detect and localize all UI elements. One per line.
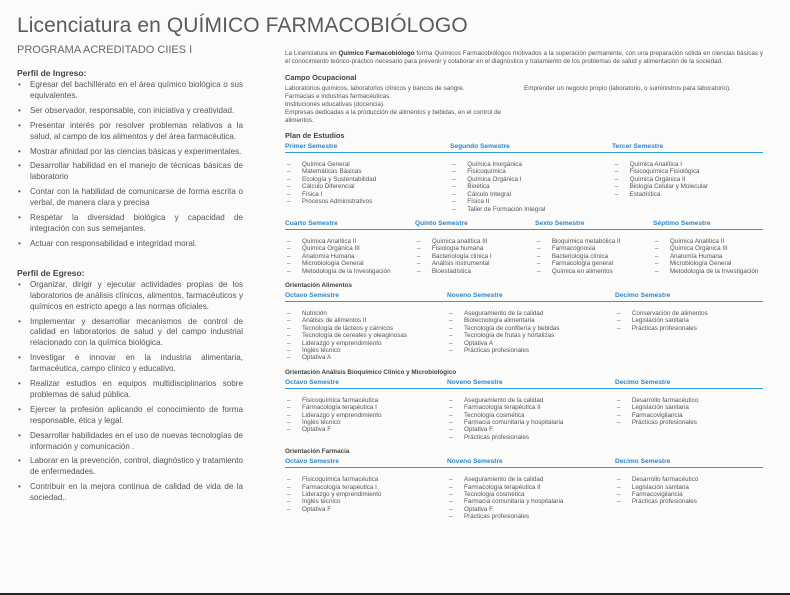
subject-item: – Análisis de alimentos II [287, 317, 447, 324]
subject-item: – Tecnología cosmética [449, 412, 615, 419]
subject-item: – Química Orgánica III [655, 245, 763, 252]
list-item: • Realizar estudios en equipos multidisciplinarios sobre problemas de salud pública. [17, 379, 243, 401]
orientation-title: Orientación Farmacia [285, 448, 350, 456]
subject-item: – Procesos Administrativos [287, 198, 450, 205]
subject-item: – Inglés técnico [287, 419, 447, 426]
subject-item: – Química Orgánica III [287, 245, 415, 252]
campo-line: Empresas dedicadas a la producción de alimentos y bebidas, en el control de alimentos. [285, 108, 501, 124]
semester-list [613, 161, 763, 213]
semester-list [447, 397, 615, 441]
subject-item: – Química Orgánica I [452, 176, 612, 183]
campo-right: Emprender un negocio propio (laboratorio, o suministros para laboratorio). [524, 84, 731, 92]
subject-item: – Optativa F [287, 506, 447, 513]
campo-left [285, 85, 524, 125]
semester-columns [285, 238, 763, 275]
subject-item: – Optativa F [287, 426, 447, 433]
subject-item: – Matemáticas Básicas [287, 168, 450, 175]
list-item: • Investigar e innovar en la industria alimentaria, farmacéutica, campo clínico y educativo. [17, 353, 243, 375]
semester-list [285, 161, 450, 213]
page-subtitle: PROGRAMA ACREDITADO CIIES I [17, 44, 193, 56]
intro-bold: Químico Farmacobiólogo [338, 50, 415, 57]
subject-item: – Química Orgánica II [615, 176, 763, 183]
plan-de-estudios [285, 143, 763, 521]
ingreso-list [17, 80, 243, 250]
semester-list [653, 238, 763, 275]
subject-item: – Tecnología de cereales y oleaginosas [287, 332, 447, 339]
subject-item: – Tecnología de frutas y hortalizas [449, 332, 615, 339]
semester-title: Primer Semestre [285, 143, 338, 151]
subject-item: – Bioestadística [417, 268, 535, 275]
subject-item: – Anatomía Humana [655, 253, 763, 260]
subject-item: – Farmacognosia [537, 245, 653, 252]
semester-columns [285, 161, 763, 213]
subject-item: – Prácticas profesionales [617, 419, 763, 426]
subject-item: – Optativa A [449, 340, 615, 347]
subject-item: – Tecnología cosmética [449, 491, 615, 498]
semester-title: Noveno Semestre [447, 291, 503, 299]
subject-item: – Inglés técnico [287, 347, 447, 354]
semester-list [447, 476, 615, 520]
subject-item: – Farmacia comunitaria y hospitalaria [449, 419, 615, 426]
semester-header-row [285, 220, 763, 230]
list-item: • Organizar, dirigir y ejecutar actividades propias de los laboratorios de análisis clínicos, alimentos, farmacéuticos y químicos en estricto apego a las normas oficiales. [17, 280, 243, 313]
subject-item: – Farmacia comunitaria y hospitalaria [449, 498, 615, 505]
campo-block [285, 85, 763, 125]
list-item: • Mostrar afinidad por las ciencias básicas y experimentales. [17, 147, 243, 158]
subject-item: – Análisis instrumental [417, 260, 535, 267]
semester-title: Sexto Semestre [535, 219, 585, 227]
list-item: • Actuar con responsabilidad e integridad moral. [17, 239, 243, 250]
list-item: • Desarrollar habilidades en el uso de nuevas tecnologías de información y comunicación . [17, 431, 243, 453]
semester-list [285, 238, 415, 275]
intro-pre: La Licenciatura en [285, 50, 339, 57]
semester-list [285, 310, 447, 362]
subject-item: – Metodología de la Investigación [287, 268, 415, 275]
list-item: • Desarrollar habilidad en el manejo de técnicas básicas de laboratorio [17, 161, 243, 183]
subject-item: – Aseguramiento de la calidad [449, 476, 615, 483]
list-item: • Egresar del bachillerato en el área químico biológica o sus equivalentes. [17, 80, 243, 102]
subject-item: – Química en alimentos [537, 268, 653, 275]
subject-item: – Física I [287, 191, 450, 198]
subject-item: – Prácticas profesionales [449, 513, 615, 520]
right-column [285, 50, 763, 521]
subject-item: – Prácticas profesionales [449, 347, 615, 354]
subject-item: – Aseguramiento de la calidad [449, 397, 615, 404]
semester-title: Octavo Semestre [285, 291, 339, 299]
subject-item: – Prácticas profesionales [617, 498, 763, 505]
semester-header-row [285, 458, 763, 468]
subject-item: – Farmacología terapéutica II [449, 484, 615, 491]
list-item: • Presentar interés por resolver problemas relativos a la salud, al campo de los alimentos y del área farmacéutica. [17, 121, 243, 143]
row-spacer [285, 213, 763, 217]
semester-header-row [285, 143, 763, 153]
subject-item: – Liderazgo y emprendimiento [287, 491, 447, 498]
subject-item: – Aseguramiento de la calidad [449, 310, 615, 317]
subject-item: – Prácticas profesionales [449, 434, 615, 441]
subject-item: – Tecnología de confitería y bebidas [449, 325, 615, 332]
subject-item: – Inglés técnico [287, 498, 447, 505]
list-item: • Respetar la diversidad biológica y capacidad de integración con sus semejantes. [17, 213, 243, 235]
semester-title: Cuarto Semestre [285, 219, 338, 227]
subject-item: – Fisicoquímica [452, 168, 612, 175]
campo-line: Laboratorios químicos, laboratorios clínicos y bancos de sangre. [285, 84, 465, 92]
semester-list [285, 476, 447, 520]
subject-item: – Química analítica III [417, 238, 535, 245]
subject-item: – Farmacología general [537, 260, 653, 267]
subject-item: – Farmacovigilancia [617, 412, 763, 419]
egreso-list [17, 280, 243, 504]
list-item: • Contar con la habilidad de comunicarse de forma escrita o verbal, de manera clara y precisa [17, 187, 243, 209]
list-item: • Laborar en la prevención, control, diagnóstico y tratamiento de enfermedades. [17, 456, 243, 478]
subject-item: – Ecología y Sustentabilidad [287, 176, 450, 183]
semester-list [615, 310, 763, 362]
subject-item: – Cálculo Integral [452, 191, 612, 198]
semester-list [450, 161, 612, 213]
semester-title: Segundo Semestre [450, 143, 510, 151]
subject-item: – Fisicoquímica Fisiológica [615, 168, 763, 175]
subject-item: – Microbiología General [287, 260, 415, 267]
subject-item: – Optativa A [287, 354, 447, 361]
egreso-heading: Perfil de Egreso: [17, 267, 85, 278]
campo-line: Farmacias e industrias farmacéuticas. [285, 92, 392, 100]
subject-item: – Desarrollo farmacéutico [617, 476, 763, 483]
subject-item: – Liderazgo y emprendimiento [287, 340, 447, 347]
semester-list [285, 397, 447, 441]
left-column [17, 68, 243, 508]
semester-list [615, 397, 763, 441]
subject-item: – Química Analítica II [655, 238, 763, 245]
campo-heading: Campo Ocupacional [285, 72, 357, 82]
page-title: Licenciatura en QUÍMICO FARMACOBIÓLOGO [17, 14, 468, 37]
semester-list [615, 476, 763, 520]
subject-item: – Legislación sanitaria [617, 484, 763, 491]
subject-item: – Biotecnología alimentaria [449, 317, 615, 324]
subject-item: – Conservación de alimentos [617, 310, 763, 317]
subject-item: – Optativa F [449, 506, 615, 513]
subject-item: – Estadística [615, 191, 763, 198]
subject-item: – Fisiología humana [417, 245, 535, 252]
subject-item: – Liderazgo y emprendimiento [287, 412, 447, 419]
subject-item: – Bacteriología clínica [537, 253, 653, 260]
subject-item: – Farmacología terapéutica I [287, 404, 447, 411]
semester-title: Tercer Semestre [612, 143, 664, 151]
subject-item: – Farmacovigilancia [617, 491, 763, 498]
subject-item: – Optativa F [449, 426, 615, 433]
semester-list [447, 310, 615, 362]
subject-item: – Legislación sanitaria [617, 317, 763, 324]
subject-item: – Desarrollo farmacéutico [617, 397, 763, 404]
semester-title: Octavo Semestre [285, 378, 339, 386]
subject-item: – Química Analítica I [615, 161, 763, 168]
list-item: • Implementar y desarrollar mecanismos de control de calidad en laboratorios de salud y del campo industrial relacionado con la química biológica. [17, 317, 243, 350]
subject-item: – Fisicoquímica farmacéutica [287, 397, 447, 404]
subject-item: – Física II [452, 198, 612, 205]
subject-item: – Nutrición [287, 310, 447, 317]
semester-columns [285, 397, 763, 441]
semester-header-row [285, 292, 763, 302]
semester-title: Decimo Semestre [615, 378, 671, 386]
subject-item: – Microbiología General [655, 260, 763, 267]
semester-title: Noveno Semestre [447, 458, 503, 466]
list-item: • Ejercer la profesión aplicando el conocimiento de forma responsable, ética y legal. [17, 405, 243, 427]
subject-item: – Química General [287, 161, 450, 168]
orientation-title: Orientación Alimentos [285, 281, 352, 289]
campo-line: Instituciones educativas (docencia). [285, 100, 385, 108]
semester-columns [285, 310, 763, 362]
intro-post: forma Químicos Farmacobiólogos motivados a la superación permanente, con una preparación sólida en ciencias básicas y el conocimiento teórico-práctico necesario para prevenir y colaborar en el diagnóstico y tratamiento de los problemas de salud y alimentación de la sociedad. [285, 50, 763, 66]
subject-item: – Taller de Formación Integral [452, 206, 612, 213]
semester-title: Decimo Semestre [615, 458, 671, 466]
subject-item: – Anatomía Humana [287, 253, 415, 260]
subject-item: – Química Analítica II [287, 238, 415, 245]
subject-item: – Fisicoquímica farmacéutica [287, 476, 447, 483]
subject-item: – Farmacología terapéutica II [449, 404, 615, 411]
subject-item: – Bioquímica metabólica II [537, 238, 653, 245]
subject-item: – Bacteriología clínica I [417, 253, 535, 260]
semester-title: Decimo Semestre [615, 291, 671, 299]
subject-item: – Metodología de la Investigación [655, 268, 763, 275]
orientation-title: Orientación Análisis Bioquímico Clínico y Microbiológico [285, 368, 457, 376]
list-item: • Contribuir en la mejora continua de calidad de vida de la sociedad.. [17, 482, 243, 504]
subject-item: – Cálculo Diferencial [287, 183, 450, 190]
subject-item: – Bioética [452, 183, 612, 190]
subject-item: – Biología Celular y Molecular [615, 183, 763, 190]
semester-list [535, 238, 653, 275]
intro-paragraph [285, 50, 763, 67]
semester-columns [285, 476, 763, 520]
semester-title: Quinto Semestre [415, 219, 468, 227]
semester-title: Noveno Semestre [447, 378, 503, 386]
subject-item: – Tecnología de lácteos y cárnicos [287, 325, 447, 332]
subject-item: – Química Inorgánica [452, 161, 612, 168]
subject-item: – Farmacología terapéutica I [287, 484, 447, 491]
semester-header-row [285, 379, 763, 389]
ingreso-heading: Perfil de Ingreso: [17, 68, 87, 78]
list-item: • Ser observador, responsable, con iniciativa y creatividad. [17, 106, 243, 117]
subject-item: – Legislación sanitaria [617, 404, 763, 411]
semester-title: Séptimo Semestre [653, 219, 711, 227]
plan-heading: Plan de Estudios [285, 131, 345, 141]
subject-item: – Prácticas profesionales [617, 325, 763, 332]
semester-list [415, 238, 535, 275]
semester-title: Octavo Semestre [285, 458, 339, 466]
